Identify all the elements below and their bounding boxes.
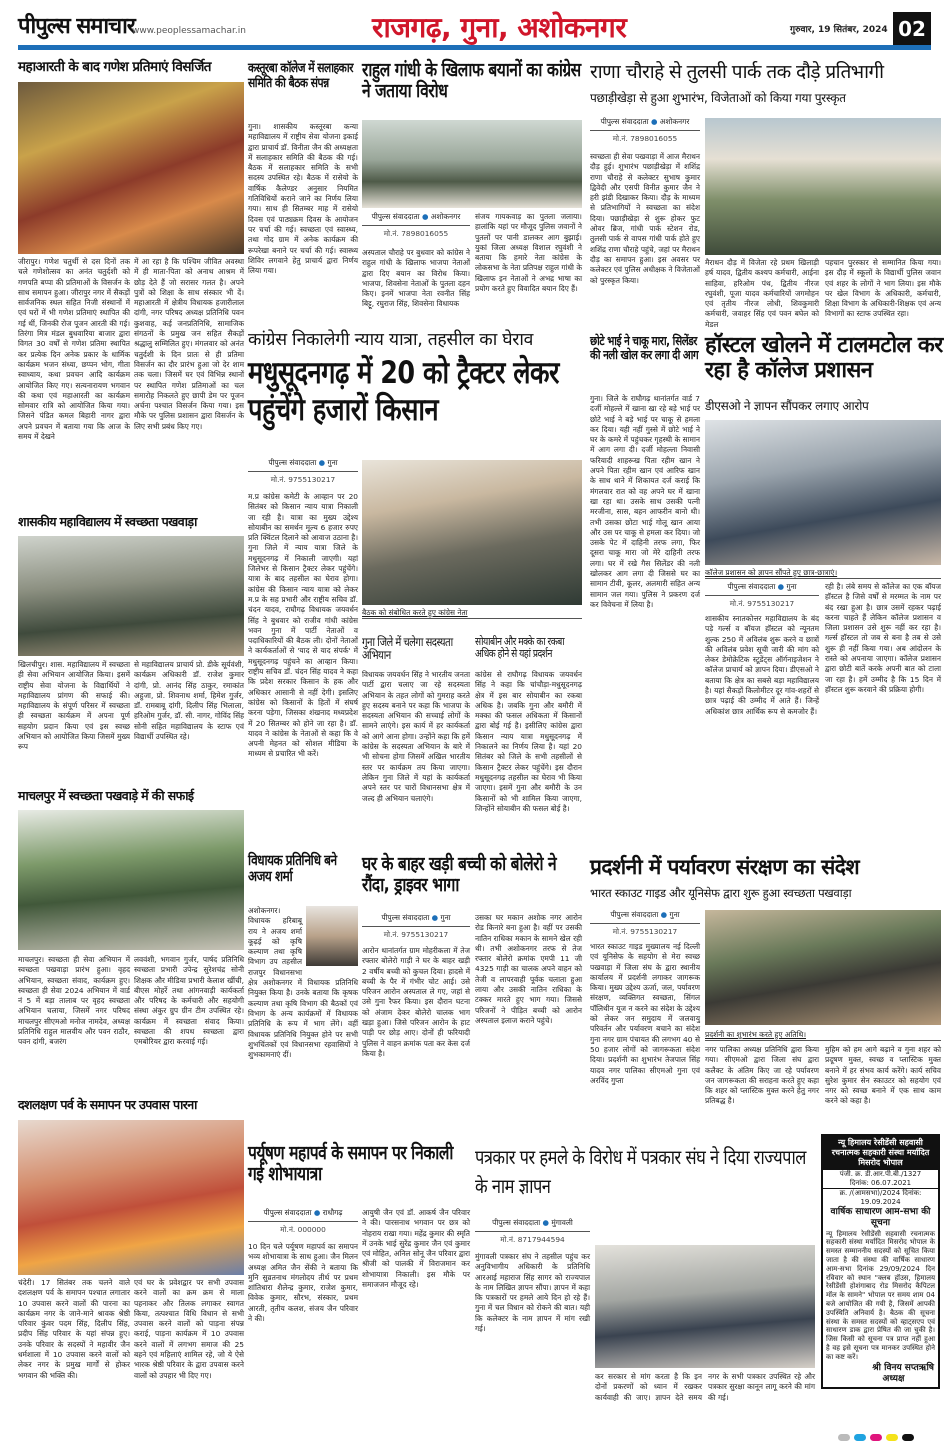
- subheadline-soybean: सोयाबीन और मक्के का रकबा अधिक होने से यहां प्रदर्शन: [475, 635, 565, 661]
- article-text: अशोकनगर। विधायक हरिबाबू राय ने अजय शर्मा कूढ़ई को कृषि कल्याण तथा कृषि विभाग उप तहसील राजपुर विधानसभा क्षेत्र अशोकनगर में विधायक प्रतिनिधि नियुक्त किया है। उनके बताया कि कृषक कल्याण तथा कृषि विभाग की बैठकों एवं विभाग के अन्य कार्यक्रमों में विधायक प्रतिनिधि के रूप में भाग लेंगे। वहीं विधायक प्रतिनिधि नियुक्त होने पर सभी शुभचिंतकों एवं विधानसभा रहवासियों ने शुभकामनाएं दीं।: [248, 906, 358, 1060]
- place: राधौगढ़: [322, 1208, 343, 1217]
- bullet-icon: ●: [660, 910, 668, 919]
- reg-mark-cyan: [854, 1434, 866, 1441]
- bullet-icon: ●: [542, 1218, 549, 1227]
- headline-dashlakshan-parv: दशलक्षण पर्व के समापन पर उपवास पारना: [18, 1097, 197, 1112]
- page-number: 02: [893, 12, 931, 46]
- headline-mla-representative: विधायक प्रतिनिधि बने अजय शर्मा: [248, 853, 337, 886]
- reporter: पीपुल्स संवाददाता: [268, 458, 317, 467]
- reporter: पीपुल्स संवाददाता: [371, 212, 420, 221]
- mobile-number: मो.नं. 7898016055: [383, 229, 449, 238]
- photo-ganesh-aarti: [18, 82, 244, 254]
- article-body: नगर पालिका अध्यक्ष प्रतिनिधि द्वारा किया गया। सीएमओ द्वारा जिला संघ द्वारा कलैक्ट के अंतिम किए जा रहे पर्यावरण जन जागरूकता की सराहना करते हुए कहा कि शहर को प्लास्टिक मुक्त करने हेतु नगर प्रतिबद्ध है।: [705, 1045, 819, 1106]
- article-body: [248, 906, 358, 1132]
- article-body: जीरापुर। गणेश चतुर्थी से दस दिनों तक चले गणेशोत्सव का अनंत चतुर्दशी को गणपति बप्पा की प्रतिमाओं के विसर्जन के साथ समापन हुआ। जीरापुर नगर में सैकड़ों सार्वजनिक स्थल सहित निजी संस्थानों में एवं घरों में भी गणेश प्रतिमाएं स्थापित की गई थीं, जिनकी रोज पूजन आरती की गई। तिरंगा मित्र मंडल बुधवारिया बाजार द्वारा विगत 30 वर्षों से गणेश प्रतिमा स्थापित कर प्रत्येक दिन अनेक प्रकार के धार्मिक कार्यक्रम भजन संध्या, छप्पन भोग, गीता स्वाध्याय, कथा प्रवचन आदि कार्यक्रम आयोजित किए गए। सत्यनारायण भगवान की कथा एवं महाआरती का कार्यक्रम सोमवार रात्रि को आयोजित किया गया। जिसने पंडित कमल बिहारी नागर द्वारा अपने प्रवचन में बताया गया कि आज के समय में देखने: [18, 257, 130, 442]
- logo-text: पीपुल्स समाचार: [18, 14, 135, 39]
- reg-mark-gray: [838, 1434, 850, 1441]
- photo-students-memorandum: [705, 420, 941, 565]
- reporter: पीपुल्स संवाददाता: [610, 910, 659, 919]
- byline: [705, 582, 819, 596]
- headline-paryushan-procession: पर्यूषण महापर्व के समापन पर निकाली गई शोभायात्रा: [248, 1142, 453, 1186]
- article-body: माचलपुर। स्वच्छता ही सेवा अभियान में स्वच्छता पखवाड़ा प्रारंभ हुआ। वृहद अभियान, स्वच्छता संवाद, कार्यक्रम हुए। स्वच्छता ही सेवा 2024 अभियान में वार्ड नं 5 में बड़ा तालाब पर वृहद स्वच्छता अभियान चलाया, जिसमें नगर परिषद माचलपुर सीएमओ मनोज नामदेव, अध्यक्ष प्रतिनिधि राहुल मालवीय और पवन राठौर, पवन दांगी, बजरंग: [18, 955, 130, 1047]
- photo-congress-meeting: [362, 460, 582, 605]
- photo-caption: बैठक को संबोधित करते हुए कांग्रेस नेता: [362, 608, 582, 619]
- headline-journalist-attack: पत्रकार पर हमले के विरोध में पत्रकार संघ ने दिया राज्यपाल के नाम ज्ञापन: [475, 1145, 806, 1198]
- headline-machalpur-cleanliness: माचलपुर में स्वच्छता पखवाड़े में की सफाई: [18, 788, 194, 803]
- mobile-number: मो.नं. 9755130217: [270, 475, 336, 484]
- reporter: पीपुल्स संवाददाता: [600, 117, 649, 126]
- reporter: पीपुल्स संवाददाता: [727, 582, 776, 591]
- article-body: भारत स्काउट गाइड मुख्यालय नई दिल्ली एवं यूनिसेफ के सहयोग से मेरा स्वच्छ पखवाड़ा में जिला संघ के द्वारा स्थानीय कार्यालय में प्रदर्शनी लगाकर जागरूक किया। मुख्य उद्देश्य ऊर्जा, जल, पर्यावरण संरक्षण, व्यक्तिगत स्वच्छता, सिंगल पॉलिथीन यूज न करने का संदेश के उद्देश्य को लेकर जन समुदाय में जलवायु परिवर्तन और पर्यावरण बचाने का संदेश गुना नगर ग्राम पंचायत की लगभग 40 से 50 हजार लोगों को जागरूकता संदेश दिया। प्रदर्शनी का शुभारंभ तेजपाल सिंह यादव नगर पालिका सीएमओ गुना एवं अरविंद गुप्ता: [590, 942, 700, 1085]
- byline: [590, 117, 700, 131]
- photo-college-group: [18, 536, 244, 656]
- reporter: पीपुल्स संवाददाता: [492, 1218, 541, 1227]
- headline-ganesh-visarjan: महाआरती के बाद गणेश प्रतिमाएं विसर्जित: [18, 59, 211, 75]
- reg-mark-yellow: [886, 1434, 898, 1441]
- agm-notice-ad: [821, 1134, 940, 1389]
- mobile-number: मो.नं. 8717944594: [500, 1235, 565, 1244]
- mobile-number: मो.नं. 9755130217: [729, 599, 795, 608]
- bullet-icon: ●: [777, 582, 785, 591]
- article-body: गुना। जिले के राघौगढ़ थानांतर्गत वार्ड 7 दर्जी मोहल्ले में खाना खा रहे बड़े भाई पर छोटे भाई ने बड़े भाई पर चाकू से हमला कर दिया। यही नहीं गुस्से में छोटे भाई ने घर के कमरे में पहुंचकर गृहस्थी के सामान में आग लगा दी। दर्जी मोहल्ला निवासी फरियादी शाहरूख पिता रहीम खान ने अपने पिता रहीम खान एवं आरिफ खान के साथ थाने में शिकायत दर्ज कराई कि मंगलवार रात को वह अपने घर में खाना खा रहा था। उसके साथ उसकी पत्नी मरजीना, सास, बहन आफरीन बानो थी। तभी उसका छोटा भाई गोलू खान आया और उस पर चाकू से हमला कर दिया। जो उसके पेट में दाहिनी तरफ लगा, फिर दूसरा चाकू मारा जो मेरे दाहिनी तरफ लगा। घर में रखे गैस सिलेंडर की नली खोलकर आग लगा दी जिससे घर का सामान टीवी, कूलर, अलमारी सहित अन्य सामान जल गया। पुलिस ने प्रकरण दर्ज कर विवेचना में लिया है।: [590, 394, 700, 609]
- article-body: शासकीय स्नातकोत्तर महाविद्यालय के बंद पड़े गर्ल्स व बॉयज हॉस्टल को न्यूनतम शुल्क 250 में अविलंब शुरू करने व छात्रों की अविलंब प्रवेश सूची जारी की मांग को लेकर डेमोक्रेटिक स्टूडेंट्स ऑर्गनाइजेशन ने कॉलेज प्राचार्य को ज्ञापन दिया। डीएसओ ने बताया कि क्षेत्र का सबसे बड़ा महाविद्यालय है। यहां सैकड़ों किलोमीटर दूर गांव-शहरों से छात्र पढ़ाई की उम्मीद में आते हैं। जिन्हें अधिकांश छात्र आर्थिक रूप से कमजोर हैं।: [705, 614, 819, 716]
- notice-signatory: श्री विनय सप्तऋषि: [872, 1362, 934, 1373]
- article-body: से महाविद्यालय प्राचार्य प्रो. डीके सूर्यवंशी, कार्यक्रम अधिकारी डॉ. राजेश कुमार दांगी, प्रो. आनंद सिंह ठाकुर, रमाकांत अहुजा, प्रो. शिवनाथ शर्मा, हिमेश गुर्जर, डॉ. रामबाबू दांगी, दिलीप सिंह भिलाला, हरिओम गुर्जर, डॉ. सी. नागर, गोविंद सिंह सोनी सहित महाविद्यालय के स्टाफ एवं विद्यार्थी उपस्थित रहे।: [134, 660, 244, 742]
- notice-ref: क्र. /(आमसभा)/2024 दिनांक: 19.09.2024: [823, 1188, 938, 1207]
- kicker-nyay-yatra: कांग्रेस निकालेगी न्याय यात्रा, तहसील का घेराव: [248, 330, 534, 350]
- article-body: अस्पताल चौराहे पर बुधवार को कांग्रेस ने राहुल गांधी के खिलाफ भाजपा नेताओं द्वारा दिए बयान का विरोध किया। भाजपा, शिवसेना नेताओं के पुतला दहन किए। इनमें भाजपा नेता रवनीत सिंह बिट्टू, रघुराज सिंह, शिवसेना विधायक: [362, 248, 470, 309]
- headline-bolero-accident: घर के बाहर खड़ी बच्ची को बोलेरो ने रौंदा, ड्राइवर भागा: [362, 853, 557, 897]
- article-body: मुंगावली पत्रकार संघ ने तहसील पहुंच कर अनुविभागीय अधिकारी के प्रतिनिधि आरआई महाराज सिंह सागर को राज्यपाल के नाम लिखित ज्ञापन सौंपा। ज्ञापन में कहा कि पत्रकारों पर हमले आये दिन हो रहे हैं। गुना में चल विधान को रोकने की बात। यही कि कलेक्टर के नाम ज्ञापन में मांग रखी गई।: [475, 1252, 590, 1334]
- place: मुंगावली: [551, 1218, 573, 1227]
- subheadline: भारत स्काउट गाइड और यूनिसेफ द्वारा शुरू हुआ स्वच्छता पखवाड़ा: [590, 886, 852, 900]
- header-rule: [18, 45, 931, 50]
- reg-mark-black: [902, 1434, 914, 1441]
- article-body: में आ रहा है कि पश्चिम जीवित अवस्था में ही माता-पिता को अनाथ आश्रम में छोड़ देते हैं जो सरासर गलत है। अपने पुत्रों को शिक्षा के साथ संस्कार भी दें। महाआरती में क्षेत्रीय विधायक हजारीलाल दांगी, नगर परिषद अध्यक्ष प्रतिनिधि पवन कुशवाह, कई जनप्रतिनिधि, सामाजिक संगठनों के प्रमुख जन सहित सैकड़ों श्रद्धालु सम्मिलित हुए। मंगलवार को अनंत चतुर्दशी के दिन प्रातः से ही प्रतिमा विसर्जन का दौर प्रारंभ हुआ जो देर शाम तक चला। जिसमें घर एवं विभिन्न स्थानों पर स्थापित गणेश प्रतिमाओं का चल समारोह निकलते हुए छापी डेम पर पूजन अर्चना पश्चात विसर्जन किया गया। इस मौके पर पुलिस प्रशासन द्वारा विसर्जन के लिए सभी प्रबंध किए गए।: [134, 257, 244, 431]
- notice-text: न्यू हिमालय रेसीडेंसी सहवासी रचनात्मक सहकारी संस्था मर्यादित मिसरोद भोपाल के समस्त सम्माननीय सदस्यों को सूचित किया जाता है की संस्था की वार्षिक साधारण आम-सभा दिनांक 29/09/2024 दिन रविवार को स्थान "क्लब हॉउस, हिमालय रेसीडेंसी होशंगाबाद रोड मिसरोद कैपिटल मॉल के सामने" भोपाल पर समय शाम 04 बजे आयोजित की गयी है, जिसमें आपकी उपस्थिति अनिवार्य है। बैठक की सूचना संस्था के समस्त सदस्यों को व्हाट्सएप एवं साधारण डाक द्वारा प्रेषित की जा चुकी है। जिस किसी को सूचना पत्र प्राप्त नहीं हुआ है वह इसे सूचना पत्र मानकर उपस्थित होने का कष्ट करें।: [826, 1229, 935, 1361]
- article-body: पहचान पुरस्कार से सम्मानित किया गया। इस दौड़ में स्कूलों के विद्यार्थी पुलिस जवान एवं शहर के लोगों ने भाग लिया। इस मौके पर खेल विभाग के अधिकारी, कर्मचारी, शिक्षा विभाग के अधिकारी-शिक्षक एवं अन्य विभागों का स्टाफ उपस्थित रहा।: [825, 258, 941, 319]
- photo-marathon-runners: [705, 118, 941, 255]
- bullet-icon: ●: [431, 913, 439, 922]
- issue-date: गुरुवार, 19 सितंबर, 2024: [790, 25, 888, 35]
- headline-kasturba-college: कस्तूरबा कॉलेज में सलाहकार समिति की बैठक संपन्न: [248, 61, 354, 91]
- reporter: पीपुल्स संवाददाता: [263, 1208, 312, 1217]
- photo-caption: प्रदर्शनी का शुभारंभ करते हुए अतिथि।: [705, 1030, 941, 1041]
- bullet-icon: ●: [318, 458, 326, 467]
- byline: [475, 1218, 590, 1232]
- headline-rahul-gandhi-protest: राहुल गांधी के खिलाफ बयानों का कांग्रेस ने जताया विरोध: [362, 59, 581, 103]
- notice-org: न्यू हिमालय रेसीडेंसी सहवासी रचनात्मक सहकारी संस्था मर्यादित मिसरोद भोपाल: [823, 1136, 938, 1170]
- mobile-number: मो.नं. 9755130217: [612, 927, 678, 936]
- bullet-icon: ●: [421, 212, 429, 221]
- article-body: कर सरकार से मांग करता है कि इन दोनों प्रकरणों को ध्यान में रखकर कार्यवाही की जाए। ज्ञापन देते समय नगर के सभी पत्रकार उपस्थित रहे और पत्रकार सुरक्षा कानून लागू करने की मांग की गई।: [595, 1372, 815, 1402]
- notice-reg: पंजी. क्र. डी.आर.पी.बी./1327: [839, 1170, 922, 1178]
- article-body: मैराथन दौड़ में विजेता रहे प्रथम खिलाड़ी हर्ष यादव, द्वितीय कश्यप कर्मचारी, आईना साहिवा, हरिओम पंथ, द्वितीय नीरज रघुवंशी, पूजा यादव कर्मचारियों जगमोहन एवं तृतीय नीरज लोधी, शिवकुमारी कर्मचारी, जवाहर सिंह एवं पवन बघेल को मेडल: [705, 258, 819, 329]
- subheadline-membership-drive: गुना जिले में चलेगा सदस्यता अभियान: [362, 635, 453, 663]
- headline-college-cleanliness: शासकीय महाविद्यालय में स्वच्छता पखवाड़ा: [18, 514, 197, 529]
- article-body: एवं घर के प्रवेशद्वार पर सभी उपवास करने वालों का क्रम क्रम से माला पहनाकर और तिलक लगाकर स्वागत किया, तत्पश्चात विधि विधान से सभी उपवास करने वालों को पाड़ना संपन्न कराई, पाड़ना कार्यक्रम में 10 उपवास करने वालों में लगभग समाज की 25 बहने एवं महिलाएं शामिल रहे, जो ये ऐसे भारक श्रेष्ठी परिवार के द्वारा उपवास करने वालों को उपहार भी दिए गए।: [134, 1278, 244, 1380]
- headline-exhibition-environment: प्रदर्शनी में पर्यावरण संरक्षण का संदेश: [590, 855, 860, 879]
- photo-exhibition: [705, 910, 941, 1025]
- headline-hostel-college: हॉस्टल खोलने में टालमटोल कर रहा है कॉलेज प्रशासन: [705, 333, 943, 383]
- photo-machalpur-team: [18, 810, 244, 950]
- article-body: म.प्र कांग्रेस कमेटी के आव्हान पर 20 सितंबर को किसान न्याय यात्रा निकाली जा रही है। यात्रा का मुख्य उद्देश्य सोयाबीन का समर्थन मूल्य 6 हजार रुपए प्रति क्विंटल दिलाने को आवाज उठाना है। गुना जिले में न्याय यात्रा जिले के मधुसूदनगढ़ में निकाली जाएगी। यहां जिलेभर से किसान ट्रैक्टर लेकर पहुंचेंगे। यात्रा के बाद तहसील का घेराव होगा। कांग्रेस की किसान न्याय यात्रा को लेकर म.प्र के सह प्रभारी और राष्ट्रीय सचिव डॉ. चंदन यादव, राघौगढ़ विधायक जयवर्धन सिंह ने बुधवार को राजीव गांधी कांग्रेस भवन गुना में पार्टी नेताओं व पदाधिकारियों की बैठक ली। दोनों नेताओं ने कार्यकर्ताओं से 'याद से याद संपर्क' में मधुसूदनगढ़ पहुंचने का आव्हान किया। राष्ट्रीय सचिव डॉ. चंदन सिंह यादव ने कहा कि प्रदेश सरकार किसान के हक और अधिकार आसानी से नहीं देगी। इसलिए कांग्रेस को किसानों के हितों में संघर्ष करना पड़ेगा, जिसका शंखनाद मध्यप्रदेश में 20 सितम्बर को होने जा रहा है। डॉ. यादव ने कांग्रेस के नेताओं से कहा कि वे अपनी मेहनत को सोशल मीडिया के माध्यम से प्रचारित भी करें।: [248, 492, 358, 759]
- notice-signatory-title: अध्यक्ष: [882, 1373, 905, 1384]
- article-body: स्वच्छता ही सेवा पखवाड़ा में आज मैराथन दौड़ हुई। शुभारंभ पछाड़ीखेड़ा में शशिंद्र राणा चौराहे से कलेक्टर सुभाष कुमार द्विवेदी और एसपी विनीत कुमार जैन ने हरी झंडी दिखाकर किया। दौड़ के माध्यम से प्रतिभागियों ने स्वच्छता का संदेश दिया। पछाड़ीखेड़ा से शुरू होकर फुट ओवर ब्रिज, गांधी पार्क स्टेशन रोड, तुलसी पार्क से वापस गांधी पार्क होते हुए शशिंद्र राणा चौराहे पहुंचे, जहां पर मैराथन दौड़ का समापन हुआ। इस अवसर पर कलेक्टर एवं पुलिस अधीक्षक ने विजेताओं को पुरस्कृत किया।: [590, 152, 700, 285]
- article-body: मुहिम को हम आगे बढ़ाने व गुना शहर को प्रदूषण मुक्त, स्वच्छ व प्लास्टिक मुक्त बनाने में हर संभव कार्य करेंगे। कार्य सचिव सुरेश कुमार सेन स्काउटर को सहयोग एवं नगर को स्वच्छ बनाने में एक साथ काम करने को कहा है।: [825, 1045, 941, 1106]
- photo-caption: कॉलेज प्रशासन को ज्ञापन सौंपते हुए छात्र-छात्राएं।: [705, 568, 941, 579]
- website-url[interactable]: www.peoplessamachar.in: [132, 26, 246, 36]
- bullet-icon: ●: [313, 1208, 321, 1217]
- article-body: आरोन थानांतर्गत ग्राम मोहरीकला में तेज रफ्तार बोलेरो गाड़ी ने घर के बाहर खड़ी 2 वर्षीय बच्ची को कुचल दिया। हादसे में बच्ची के पैर में गंभीर चोट आई। उसे परिजन आरोन अस्पताल ले गए, जहां से उसे गुना रैफर किया। इस दौरान घटना को अंजाम देकर बोलेरो चालक भाग खड़ा हुआ। जिसे परिजन आरोन के हाट पाड़ी पर छोड़ आए। दोनों ही फरियादी पुलिस ने वाहन क्रमांक पता कर केस दर्ज किया है।: [362, 946, 470, 1058]
- subheadline: पछाड़ीखेड़ा से हुआ शुभारंभ, विजेताओं को किया गया पुरस्कृत: [590, 91, 846, 105]
- article-body: चंदेरी। 17 सितंबर तक चलने वाले दशलक्षण पर्व के समापन पश्चात लगातार 10 उपवास करने वालों की पारना का कार्यक्रम नगर के जाने-माने श्रावक श्रेष्ठी परिवार कुंवर पदम सिंह, दिलीप सिंह, प्रदीप सिंह परिवार के यहां संपन्न हुए। उनके परिवार के सदस्यों ने महावीर जैन धर्मशाला में 10 उपवास करने वालों को लेकर नगर के प्रमुख मार्गों से होकर भगवान की भक्ति की।: [18, 1278, 130, 1380]
- article-body: कांग्रेस से राघौगढ़ विधायक जयवर्धन सिंह ने कहा कि चांचौड़ा-मधुसूदनगढ़ क्षेत्र में इस बार सोयाबीन का रकबा अधिक है। जबकि गुना और बमौरी में मक्का की फसल अधिकता में किसानों द्वारा बोई गई है। इसीलिए कांग्रेस द्वारा किसान न्याय यात्रा मधुसूदनगढ़ में निकालने का निर्णय लिया है। यहां 20 सितंबर को जिले के सभी तहसीलों से किसान ट्रैक्टर लेकर पहुंचेंगे। इस दौरान मधुसूदनगढ़ तहसील का घेराव भी किया जाएगा। इसमें गुना और बमौरी के उन किसानों को भी शामिल किया जाएगा, जिन्होंने सोयाबीन की फसल बोई है।: [475, 670, 582, 813]
- byline: [362, 913, 470, 927]
- headline-marathon: राणा चौराहे से तुलसी पार्क तक दौड़े प्रतिभागी: [590, 61, 884, 83]
- article-body: उसका घर मकान अशोक नगर आरोन रोड किनारे बना हुआ है। वहीं पर उसकी नातिन राधिका मकान के सामने खेल रही थी। तभी अशोकनगर तरफ से तेज रफ्तार बोलेरो क्रमांक एमपी 11 जी 4325 गाड़ी का चालक अपने वाहन को तेजी व लापरवाही पूर्वक चलाता हुआ लाया और उसकी नातिन राधिका के टक्कर मारते हुए भाग गया। जिससे परिजनों ने पीड़ित बच्ची को आरोन अस्पताल इलाज कराने पहुंचे।: [475, 913, 582, 1025]
- place: गुना: [440, 913, 451, 922]
- article-body: लववंशी, भगवान गुर्जर, पार्षद प्रतिनिधि स्वच्छता प्रभारी उपेन्द्र सुरेशचंद्र सोनी शिक्षक और मीडिया प्रभारी केलाश खींची, बीएस मोहर्रे तथा आंगनवाड़ी कार्यकर्ता और परिषद के कर्मचारी और सहयोगी संस्था अंकुर ग्रुप ग्रीन टीम उपस्थित रहे। कार्यक्रम में स्वच्छता संवाद किया। स्वच्छता की शपथ स्वच्छता द्वारा एमबोरियर द्वारा करवाई गई।: [134, 955, 244, 1047]
- byline: [362, 212, 470, 226]
- place: अशोकनगर: [659, 117, 690, 126]
- subheadline: डीएसओ ने ज्ञापन सौंपकर लगाए आरोप: [705, 399, 869, 413]
- byline: [248, 458, 358, 472]
- reporter: पीपुल्स संवाददाता: [381, 913, 430, 922]
- photo-women-procession: [18, 1120, 244, 1275]
- place: अशोकनगर: [430, 212, 461, 221]
- photo-congress-protest: [362, 120, 582, 208]
- article-body: गुना। शासकीय कस्तूरबा कन्या महाविद्यालय में राष्ट्रीय सेवा योजना इकाई द्वारा प्राचार्य डॉ. विनीता जैन की अध्यक्षता में सलाहकार समिति की बैठक की गई। बैठक में सलाहकार समिति के सभी सदस्य उपस्थित रहे। बैठक में रासेयो के वार्षिक कैलेण्डर अनुसार नियमित गतिविधियों कराने जाने का निर्णय लिया गया। साथ ही सितम्बर माह में रासेयो दिवस एवं पाठ्यक्रम दिवस के आयोजन पर चर्चा की गई। स्वच्छता एवं स्वास्थ्य, तथा गोद ग्राम में अनेक कार्यक्रम की रूपरेखा बनाने पर चर्चा की गई। स्वास्थ्य शिविर लगवाने हेतु प्राचार्य द्वारा निर्णय लिया गया।: [248, 122, 358, 276]
- mobile-number: मो.नं. 7898016055: [612, 134, 678, 143]
- place: गुना: [669, 910, 680, 919]
- color-registration-marks: [838, 1434, 914, 1441]
- bullet-icon: ●: [650, 117, 658, 126]
- mobile-number: मो.नं. 9755130217: [383, 930, 449, 939]
- notice-reg-date: दिनांक: 06.07.2021: [849, 1179, 912, 1187]
- byline: [590, 910, 700, 924]
- article-body: 10 दिन चले पर्यूषण महापर्व का समापन भव्य शोभायात्रा के साथ हुआ। जैन मिलन अध्यक्ष अमित जैन सेंकी ने बताया कि मुनि सुव्रतनाथ मंगलोदय तीर्थ पर प्रथम शांतिधारा शैलेन्द्र कुमार, राजेश कुमार, विवेक कुमार, सौरभ, संस्कार, प्रथम आरती, तृतीय कलश, संजय जैन परिवार ने की।: [248, 1242, 358, 1324]
- place: गुना: [327, 458, 338, 467]
- byline: [248, 1208, 358, 1222]
- masthead-logo: [18, 10, 135, 40]
- article-body: रही है। लंबे समय से कॉलेज का एक बॉयज हॉस्टल है जिसे वर्षों से मरम्मत के नाम पर बंद रखा हुआ है। छात्र उसमें रहकर पढ़ाई करना चाहते हैं लेकिन कॉलेज प्रशासन व जिला प्रशासन उसे शुरू नहीं कर रहा है। गर्ल्स हॉस्टल तो जब से बना है तब से उसे शुरू ही नहीं किया गया। अब आंदोलन के रास्ते को अपनाया जाएगा। कॉलेज प्रशासन द्वारा छोटी बातें करके अपनी बात को टाला जा रहा है। हमें उम्मीद है कि 15 दिन में हॉस्टल शुरू करवाने की प्रक्रिया होगी।: [825, 582, 941, 694]
- photo-journalists-memorandum: [595, 1245, 815, 1368]
- article-body: विधायक जयवर्धन सिंह ने भारतीय जनता पार्टी द्वारा चलाए जा रहे सदस्यता अभियान के तहत लोगों को गुमराह करते हुए सदस्य बनाने पर कहा कि भाजपा के सदस्यता अभियान की सच्चाई लोगों के सामने लाएंगे। इस कार्य में हर कार्यकर्ता को आगे आना होगा। उन्होंने कहा कि हमें कांग्रेस के सदस्यता अभियान के बारे में भी सोचना होगा जिसमें अखिल भारतीय स्तर पर कार्यक्रम तय किया जाएगा। लेकिन गुना जिले में यहां के कार्यकर्ता अपने स्तर पर चारों विधानसभा क्षेत्र में जल्द ही अभियान चलाएंगे।: [362, 670, 470, 803]
- notice-title: वार्षिक साधारण आम-सभा की सूचना: [830, 1207, 931, 1228]
- article-body: आयुषी जैन एवं डॉ. आकर्ष जैन परिवार ने की। पारसनाथ भगवान पर छत्र को नोहराय राखा गया। महेंद्र कुमार की स्मृति में उनके भाई सुरेंद्र कुमार जैन एवं कुमार एवं मोहित, अनिल सोनू जैन परिवार द्वारा श्रीजी को पालकी में विराजमान कर शोभायात्रा निकाली। इस मौके पर समाजजन मौजूद रहे।: [362, 1208, 470, 1290]
- reg-mark-magenta: [870, 1434, 882, 1441]
- article-body: खिलचीपुर। शास. महाविद्यालय में स्वच्छता ही सेवा अभियान आयोजित किया। इसमें राष्ट्रीय सेवा योजना के विद्यार्थियों ने महाविद्यालय प्रांगण की सफाई की। महाविद्यालय के संपूर्ण परिसर में स्वच्छता ही स्वच्छता कार्यक्रम में अपना पूर्ण सहयोग प्रदान किया एवं इस स्वच्छ अभियान को आयोजित किया जिसमें मुख्य रूप: [18, 660, 130, 752]
- mobile-number: मो.नं. 000000: [280, 1225, 326, 1234]
- headline-brother-knife-attack: छोटे भाई ने चाकू मारा, सिलेंडर की नली खोल कर लगा दी आग: [590, 333, 699, 362]
- article-body: संजय गायकवाड़ का पुतला जलाया। हालांकि यहां पर मौजूद पुलिस जवानों ने पुतलों पर पानी डालकर आग बुझाई। युकां जिला अध्यक्ष विशाल रघुवंशी ने बताया कि हमारे नेता कांग्रेस के लोकसभा के नेता प्रतिपक्ष राहुल गांधी के खिलाफ इन नेताओं ने अभद्र भाषा का प्रयोग करते हुए विवादित बयान दिए हैं।: [475, 212, 582, 294]
- headline-madhusudangarh-tractor: मधुसूदनगढ़ में 20 को ट्रैक्टर लेकर पहुंचेंगे हजारों किसान: [248, 355, 559, 428]
- photo-spacer: [302, 906, 358, 968]
- place: गुना: [786, 582, 797, 591]
- edition-title: राजगढ़, गुना, अशोकनगर: [372, 11, 627, 44]
